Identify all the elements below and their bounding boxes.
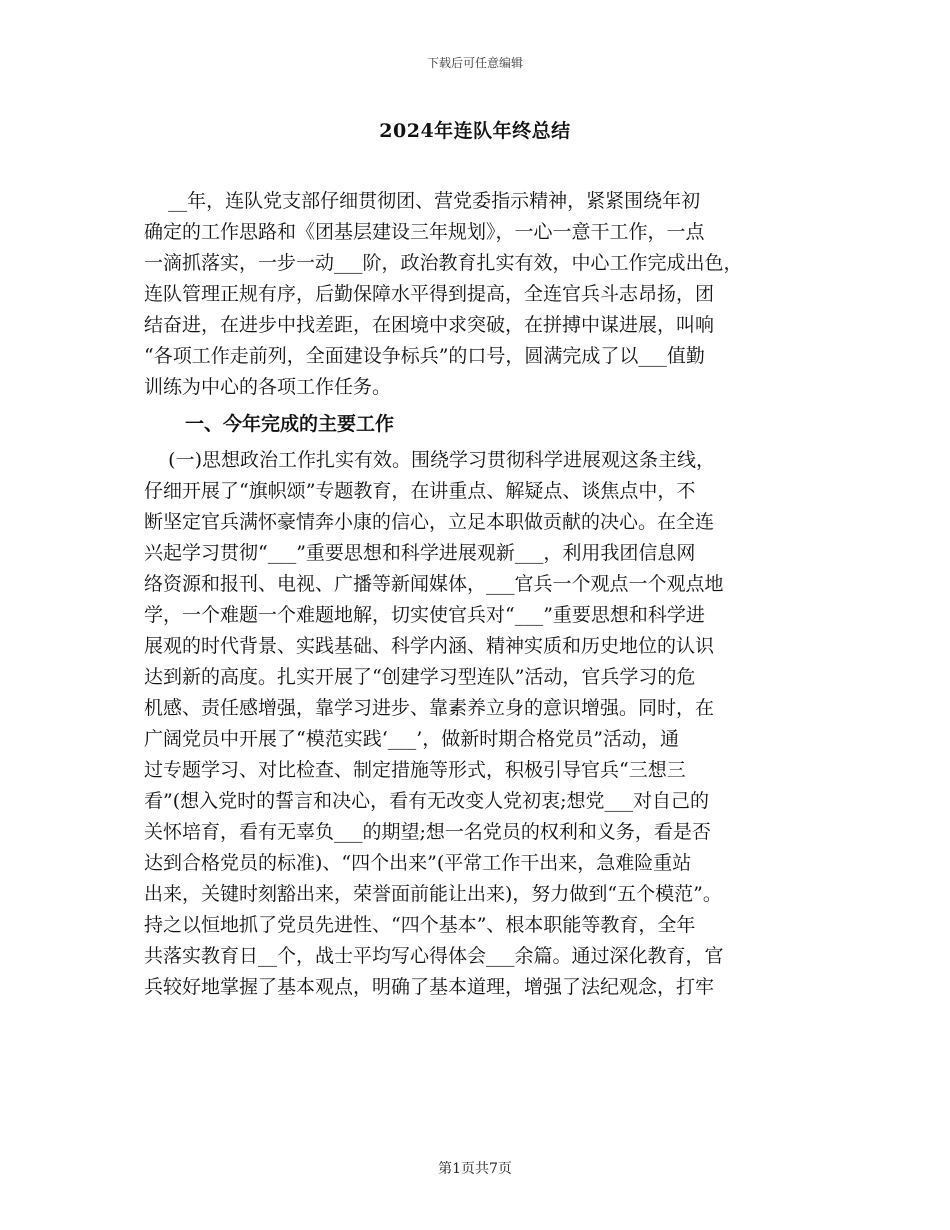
text-line: 连队管理正规有序，后勤保障水平得到提高，全连官兵斗志昂扬，团 xyxy=(144,283,715,305)
text-line: 出来，关键时刻豁出来，荣誉面前能让出来)，努力做到“五个模范”。 xyxy=(144,883,722,905)
text-line: 一滴抓落实，一步一动___阶，政治教育扎实有效，中心工作完成出色， xyxy=(144,252,743,274)
text-line: 机感、责任感增强，靠学习进步、靠素养立身的意识增强。同时，在 xyxy=(144,697,715,719)
document-title: 2024年连队年终总结 xyxy=(379,120,571,142)
text-line: “各项工作走前列，全面建设争标兵”的口号，圆满完成了以___值勤 xyxy=(144,345,705,367)
text-line: 兴起学习贯彻“___”重要思想和科学进展观新___，利用我团信息网 xyxy=(144,542,696,564)
text-line: 确定的工作思路和《团基层建设三年规划》，一心一意干工作，一点 xyxy=(144,221,705,243)
text-line: 展观的时代背景、实践基础、科学内涵、精神实质和历史地位的认识 xyxy=(144,635,715,657)
text-line: 广阔党员中开展了“模范实践‘___’，做新时期合格党员”活动，通 xyxy=(144,728,680,750)
text-line: 兵较好地掌握了基本观点，明确了基本道理，增强了法纪观念，打牢 xyxy=(144,976,715,998)
text-line: 断坚定官兵满怀豪情奔小康的信心，立足本职做贡献的决心。在全连 xyxy=(144,511,715,533)
text-line: __年，连队党支部仔细贯彻团、营党委指示精神，紧紧围绕年初 xyxy=(144,190,701,212)
text-line: 共落实教育日__个，战士平均写心得体会___余篇。通过深化教育，官 xyxy=(144,945,724,967)
text-line: 关怀培育，看有无辜负___的期望;想一名党员的权利和义务，看是否 xyxy=(144,821,711,843)
text-line: 训练为中心的各项工作任务。 xyxy=(144,376,392,398)
text-line: 结奋进，在进步中找差距，在困境中求突破，在拼搏中谋进展，叫响 xyxy=(144,314,715,336)
text-line: 络资源和报刊、电视、广播等新闻媒体，___官兵一个观点一个观点地 xyxy=(144,573,724,595)
page-footer: 第1页共7页 xyxy=(438,1161,512,1177)
intro-paragraph xyxy=(144,186,743,403)
text-line: (一)思想政治工作扎实有效。围绕学习贯彻科学进展观这条主线， xyxy=(144,449,715,471)
text-line: 仔细开展了“旗帜颂”专题教育，在讲重点、解疑点、谈焦点中，不 xyxy=(144,480,696,502)
text-line: 持之以恒地抓了党员先进性、“四个基本”、根本职能等教育，全年 xyxy=(144,914,696,936)
text-line: 过专题学习、对比检查、制定措施等形式，积极引导官兵“三想三 xyxy=(144,759,686,781)
text-line: 看”(想入党时的誓言和决心，看有无改变人党初衷;想党___对自己的 xyxy=(144,790,710,812)
body-paragraph xyxy=(144,445,724,1003)
page-header: 下载后可任意编辑 xyxy=(426,56,523,70)
text-line: 达到新的高度。扎实开展了“创建学习型连队”活动，官兵学习的危 xyxy=(144,666,696,688)
text-line: 达到合格党员的标准)、“四个出来”(平常工作干出来，急难险重站 xyxy=(144,852,692,874)
section-heading: 一、今年完成的主要工作 xyxy=(185,413,395,435)
text-line: 学，一个难题一个难题地解，切实使官兵对“___”重要思想和科学进 xyxy=(144,604,705,626)
